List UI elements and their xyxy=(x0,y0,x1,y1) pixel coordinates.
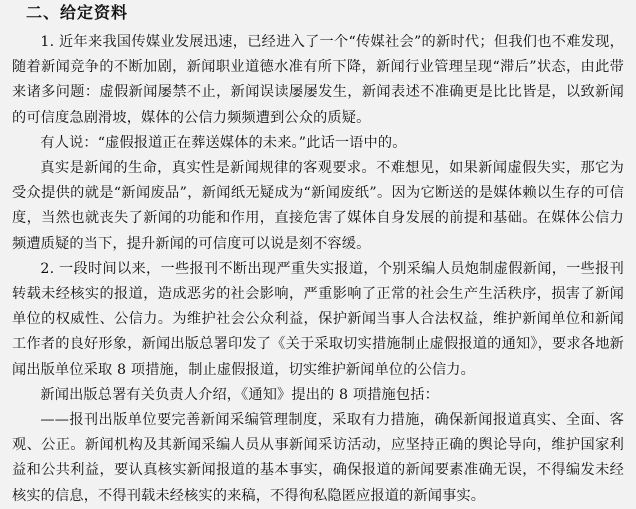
paragraph-5: 新闻出版总署有关负责人介绍，《通知》提出的 8 项措施包括： xyxy=(40,386,439,403)
paragraph-3: 真实是新闻的生命，真实性是新闻规律的客观要求。不难想见，如果新闻虚假失实，那它为受众提供的就是“新闻废品”，新闻纸无疑成为“新闻废纸”。因为它断送的是媒体赖以生存的可信度，当然也就丧失了新闻的功能和作用，直接危害了媒体自身发展的前提和基础。在媒体公信力频遭质疑的当下，提升新闻的可信度可以说是刻不容缓。 xyxy=(12,160,624,252)
paragraph-1: 1. 近年来我国传媒业发展迅速，已经进入了一个“传媒社会”的新时代；但我们也不难发现，随着新闻竞争的不断加剧，新闻职业道德水准有所下降，新闻行业管理呈现“滞后”状态，由此带来诸多问题：虚假新闻屡禁不止，新闻误读屡屡发生，新闻表述不准确更是比比皆是，以致新闻的可信度急剧滑坡，媒体的公信力频频遭到公众的质疑。 xyxy=(12,34,624,126)
paragraph-6: ——报刊出版单位要完善新闻采编管理制度，采取有力措施，确保新闻报道真实、全面、客观、公正。新闻机构及其新闻采编人员从事新闻采访活动，应坚持正确的舆论导向，维护国家利益和公共利益，要认真核实新闻报道的基本事实，确保报道的新闻要素准确无误，不得编发未经核实的信息，不得刊载未经核实的来稿，不得徇私隐匿应报道的新闻事实。 xyxy=(12,412,624,504)
section-heading: 二、给定资料 xyxy=(26,3,129,22)
paragraph-2: 有人说：“虚假报道正在葬送媒体的未来。”此话一语中的。 xyxy=(40,134,407,151)
paragraph-4: 2. 一段时间以来，一些报刊不断出现严重失实报道，个别采编人员炮制虚假新闻，一些报刊转载未经核实的报道，造成恶劣的社会影响，严重影响了正常的社会生产生活秩序，损害了新闻单位的权威性、公信力。为维护社会公众利益，保护新闻当事人合法权益，维护新闻单位和新闻工作者的良好形象，新闻出版总署印发了《关于采取切实措施制止虚假报道的通知》，要求各地新闻出版单位采取 8 项措施，制止虚假报道，切实维护新闻单位的公信力。 xyxy=(12,260,624,378)
